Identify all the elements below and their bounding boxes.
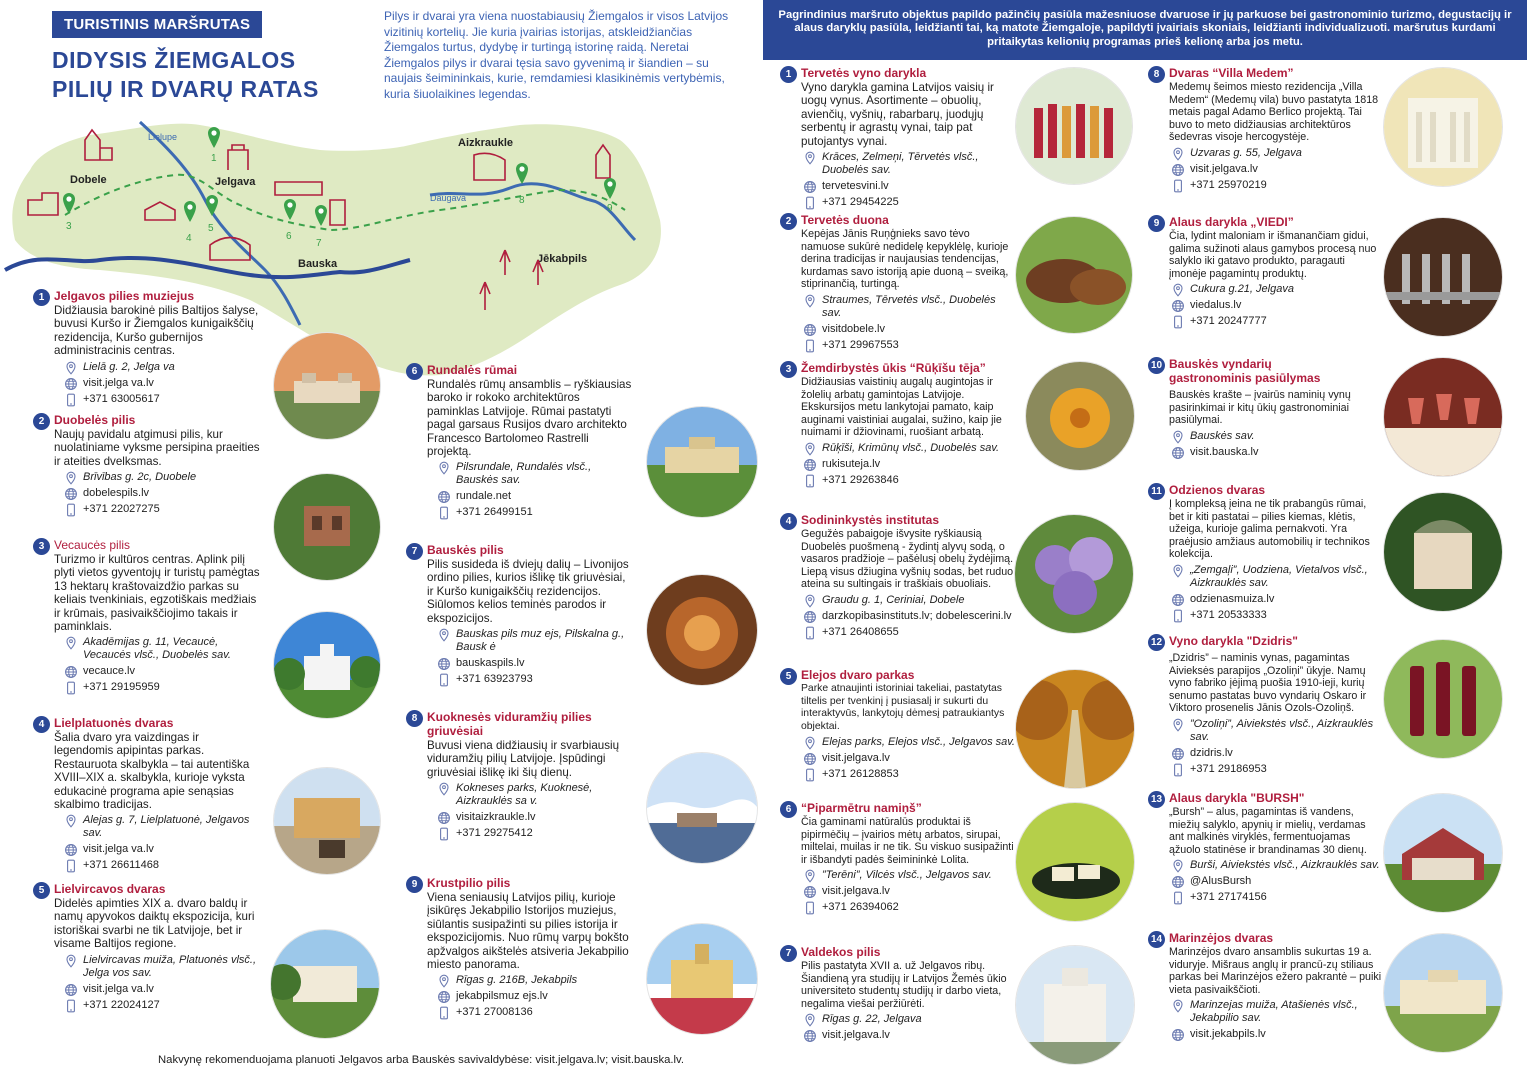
entry-title: “Piparmētru namiņš” [801,801,922,815]
entry-phone[interactable]: +371 22027275 [83,503,160,516]
entry-number: 4 [780,513,797,530]
location-pin-icon [803,594,817,608]
phone-icon [803,339,817,353]
entry-description: Gegužės pabaigoje išvysite ryškiausią Duobelės puošmeną - žydintį alyvų sodą, o vasaros pradžioje – pašėlusį obelų žydėjimą. Liepą visus džiugina vyšnių sodas, bet ruduo ateina su sultingais ir traškiais obuoliais. [801,528,1014,591]
entry-description: Viena seniausių Latvijos pilių, kurioje įsikūręs Jekabpilio Istorijos muziejus, siūlantis susipažinti su pilies istorija ir ekspozicijomis. Nuo rūmų varpų bokšto apžvalgos aikštelės atsiveria Jekabpilio miesto panorama. [427,891,629,972]
castle-photo-1 [274,333,380,439]
entry-title: Elejos dvaro parkas [801,668,915,682]
entry-number: 7 [406,543,423,560]
globe-icon [64,665,78,679]
location-pin-icon [1171,430,1185,444]
location-pin-icon [803,294,817,308]
entry-website-link[interactable]: dzidris.lv [1190,746,1233,759]
location-pin-icon [64,361,78,375]
entry-description: Čia gaminami natūralūs produktai iš pipirmėčių – įvairios mėtų arbatos, sirupai, miltelai, muilas ir ne tik. Su viskuo susipažinti ir išbandyti padės šeimininkė Lolita. [801,816,1014,866]
extra-photo-14 [1384,934,1502,1052]
entry-website-link[interactable]: tervetesvini.lv [822,180,889,193]
entry-website-link[interactable]: visit.jelga va.lv [83,843,154,856]
city-bauska: Bauska [298,258,338,270]
globe-icon [437,657,451,671]
entry-number: 9 [406,876,423,893]
entry-number: 11 [1148,483,1165,500]
entry-description: Pilis pastatyta XVII a. už Jelgavos ribų. Šiandieną yra studijų ir Latvijos Žemės ūkio universiteto studentų studijų ir darbo vieta, negalima viešai peržiūrėti. [801,960,1007,1010]
marker-label-4: 4 [186,233,192,244]
entry-title: Vyno darykla "Dzidris" [1169,634,1298,648]
globe-icon [437,990,451,1004]
entry-number: 5 [780,668,797,685]
globe-icon [803,610,817,624]
entry-title: Tervetės duona [801,213,889,227]
globe-icon [1171,875,1185,889]
entry-title: Jelgavos pilies muziejus [54,289,195,303]
entry-website-link[interactable]: visit.jelgava.lv [1190,162,1258,175]
title-line-2: PILIŲ IR DVARŲ RATAS [52,76,319,102]
extra-photo-1 [1016,68,1132,184]
globe-icon [64,843,78,857]
entry-number: 6 [406,363,423,380]
entry-phone[interactable]: +371 63923793 [456,673,533,686]
phone-icon [437,827,451,841]
extra-photo-10 [1384,358,1502,476]
globe-icon [1171,163,1185,177]
phone-icon [64,999,78,1013]
location-pin-icon [1171,564,1185,578]
globe-icon [64,487,78,501]
entry-title: Dvaras “Villa Medem” [1169,66,1294,80]
entry-address: Pilsrundale, Rundalės vlsč., Bauskės sav. [456,461,592,487]
entry-phone[interactable]: +371 20247777 [1190,315,1267,328]
castle-entry-2 [33,413,261,516]
entry-phone[interactable]: +371 22024127 [83,998,160,1011]
entry-address: Straumes, Tērvetės vlsč., Duobelės sav. [822,293,996,319]
entry-description: Į kompleksą įeina ne tik prabangūs rūmai, bet ir kiti pastatai – pilies kiemas, klėtis, užeiga, kurioje galima pernakvoti. Yra praėjusio amžiaus automobilių ir technikos kolekcija. [1169,498,1370,561]
entry-phone[interactable]: +371 25970219 [1190,178,1267,191]
entry-title: Valdekos pilis [801,945,881,959]
entry-website-link[interactable]: @AlusBursh [1190,875,1252,888]
entry-description: „Dzidris” – naminis vynas, pagamintas Aivieksės parapijos „Ozoliņi” ūkyje. Namų vyno fabriko įėjimą puošia 1910-ieji, kurių senumo pastatas buvo vyndarių Oskaro ir Viktoro prosenelis Jānis Ozols-Ozoliņš. [1169,652,1367,715]
castle-photo-3 [274,612,380,718]
castle-photo-2 [274,474,380,580]
entry-description: Bauskės krašte – įvairūs naminių vynų pasirinkimai ir kitų ūkių gastronominiai pasiūlymai. [1169,389,1351,427]
location-pin-icon [803,869,817,883]
castle-entry-8 [406,710,634,840]
lielupe-label: Lielupe [148,132,178,142]
location-pin-icon [803,736,817,750]
extra-entry-1 [780,66,1012,209]
phone-icon [437,1006,451,1020]
entry-phone[interactable]: +371 29454225 [822,196,899,209]
marker-label-9: 9 [607,203,613,214]
entry-website-link[interactable]: visit.jelgava.lv [822,885,890,898]
marker-label-7: 7 [316,238,322,249]
entry-phone[interactable]: +371 29186953 [1190,762,1267,775]
entry-title: Kuoknesės viduramžių pilies griuvėsiai [427,710,592,738]
entry-title: Krustpilio pilis [427,876,511,890]
entry-address: Uzvaras g. 55, Jelgava [1190,146,1302,159]
entry-description: Šalia dvaro yra vaizdingas ir legendomis apipintas parkas. Restauruota skalbykla – tai autentiška XVIII–XIX a. skalbykla, kurioje vyksta edukacinė programa apie senąsias skalbimo tradicijas. [54,731,250,812]
entry-website-link[interactable]: visit.jekabpils.lv [1190,1028,1266,1041]
location-pin-icon [437,461,451,475]
entry-number: 13 [1148,791,1165,808]
entry-title: Lielvircavos dvaras [54,882,166,896]
entry-description: Medemų šeimos miesto rezidencija „Villa Medem“ (Medemų vila) buvo pastatyta 1818 metais pagal Adamo Berlico projektą. Tai buvo to meto didžiausias architektūros šedevras visoje hercogystėje. [1169,81,1379,144]
entry-number: 7 [780,945,797,962]
city-dobele: Dobele [70,174,107,186]
entry-address: Marinzejas muiža, Atašienės vlsč., Jekabpilio sav. [1190,999,1358,1025]
city-aizkraukle: Aizkraukle [458,137,514,149]
entry-address: Brīvības g. 2c, Duobele [83,471,197,484]
top-banner: Pagrindinius maršruto objektus papildo pažinčių pasiūla mažesniuose dvaruose ir jų parkuose bei gastronominio turizmo, degustacijų ir alaus daryklų pasiūla, leidžianti tai, ką matote Žiemgaloje, papildyti įvairiais skoniais, leidžianti individualizuoti. maršrutus kurdami pritaikytas kelionių programas prieš kelionę arba jos metu. [763,0,1527,60]
location-pin-icon [1171,147,1185,161]
entry-number: 1 [33,289,50,306]
location-pin-icon [803,442,817,456]
entry-address: Elejas parks, Elejos vlsč., Jelgavos sav. [822,736,1015,749]
castle-entry-5 [33,882,261,1012]
entry-website-link[interactable]: visit.jelga va.lv [83,376,154,389]
location-pin-icon [803,1013,817,1027]
extra-entry-10 [1148,357,1382,459]
phone-icon [803,196,817,210]
entry-description: Vyno darykla gamina Latvijos vaisių ir uogų vynus. Asortimente – obuolių, avienčių, vyšnių, rabarbarų, juodųjų serbentų ir agrastų vynai, taip pat putojantys vynai. [801,81,994,148]
entry-address: Burši, Aiviekstės vlsč., Aizkrauklės sav. [1190,859,1380,872]
entry-title: Alaus darykla "BURSH" [1169,791,1305,805]
entry-address: Akadēmijas g. 11, Vecaucė, Vecaucės vlsč., Duobelės sav. [83,636,231,662]
entry-address: Rūķīši, Krimūnų vlsč., Duobelės sav. [822,441,1000,454]
entry-description: Buvusi viena didžiausių ir svarbiausių viduramžių pilių Latvijoje. Įspūdingi griuvėsiai išlikę iki šių dienų. [427,739,620,779]
extra-entry-7 [780,945,1016,1042]
castle-entry-4 [33,716,261,872]
castle-photo-5 [271,930,379,1038]
entry-title: Rundalės rūmai [427,363,518,377]
entry-title: Marinzėjos dvaras [1169,931,1274,945]
entry-description: Rundalės rūmų ansamblis – ryškiausias baroko ir rokoko architektūros paminklas Latvijoje. Rūmai pastatyti pagal garsaus Rusijos dvaro architekto Francesco Bartolomeo Rastrelli projektą. [427,378,632,459]
marker-label-6: 6 [286,231,292,242]
castle-entry-6 [406,363,634,519]
castle-photo-8 [647,753,757,863]
entry-description: Turizmo ir kultūros centras. Aplink pilį plyti vietos gyventojų ir turistų pamėgtas 13 hektarų kraštovaizdžio parkas su keliais tvenkiniais, egzotiškais medžiais ir krūmais, pasivaikščiojimo takais ir paminklais. [54,553,260,634]
entry-website-link[interactable]: viedalus.lv [1190,299,1242,312]
extra-photo-7 [1016,946,1134,1064]
entry-address: Graudu g. 1, Ceriniai, Dobele [822,593,965,606]
entry-number: 8 [1148,66,1165,83]
entry-address: Kokneses parks, Kuoknesė, Aizkrauklės sa v. [456,782,593,808]
location-pin-icon [437,628,451,642]
location-pin-icon [64,814,78,828]
phone-icon [1171,763,1185,777]
entry-phone[interactable]: +371 26499151 [456,506,533,519]
extra-photo-3 [1026,362,1134,470]
entry-number: 10 [1148,357,1165,374]
entry-address: Bauskas pils muz ejs, Pilskalna g., Bausk ė [456,628,625,654]
entry-description: Naujų pavidalu atgimusi pilis, kur nuolatiniame vyksme persipina praeities ir ateities dvelksmas. [54,428,260,468]
castle-photo-9 [647,924,757,1034]
entry-number: 3 [780,361,797,378]
globe-icon [803,752,817,766]
entry-description: Didelės apimties XIX a. dvaro baldų ir namų apyvokos daiktų ekspozicija, kuri istoriškai svarbi ne tik Latvijoje, bet ir visame Baltijos regione. [54,897,255,951]
phone-icon [64,393,78,407]
entry-number: 2 [33,413,50,430]
globe-icon [803,885,817,899]
extra-photo-2 [1016,217,1132,333]
entry-website-link[interactable]: visit.bauska.lv [1190,445,1259,458]
phone-icon [437,673,451,687]
entry-title: Odzienos dvaras [1169,483,1266,497]
entry-address: Alejas g. 7, Lielplatuonė, Jelgavos sav. [83,814,250,840]
location-pin-icon [1171,718,1185,732]
extra-entry-6 [780,801,1016,914]
entry-number: 5 [33,882,50,899]
phone-icon [64,681,78,695]
entry-description: Čia, lydint maloniam ir išmanančiam gidui, galima sužinoti alaus gamybos procesą nuo salyklo iki gatavo produkto, paragauti įmonėje pagamintų produktų. [1169,230,1377,280]
entry-description: Pilis susideda iš dviejų dalių – Livonijos ordino pilies, kurios išlikę tik griuvėsiai, ir Kuršo kunigaikščių rezidencijos. Siūlomos kelios teminės parodos ir ekspozicijos. [427,558,629,625]
entry-website-link[interactable]: visit.jelgava.lv [822,752,890,765]
entry-website-link[interactable]: jekabpilsmuz ejs.lv [456,990,548,1003]
entry-number: 12 [1148,634,1165,651]
extra-entry-4 [780,513,1016,639]
location-pin-icon [437,974,451,988]
entry-address: Lielā g. 2, Jelga va [83,360,175,373]
marker-label-5: 5 [208,223,214,234]
entry-website-link[interactable]: darzkopibasinstituts.lv; dobelescerini.lv [822,609,1012,622]
location-pin-icon [64,636,78,650]
city-jelgava: Jelgava [215,176,256,188]
entry-phone[interactable]: +371 26408655 [822,625,899,638]
entry-number: 2 [780,213,797,230]
extra-entry-5 [780,668,1016,781]
phone-icon [1171,609,1185,623]
entry-phone[interactable]: +371 27174156 [1190,891,1267,904]
globe-icon [1171,299,1185,313]
entry-description: „Bursh” – alus, pagamintas iš vandens, miežių salyklo, apynių ir mielių, verdamas ant malkinės viryklės, fermentuojamas ąžuolo statinėse ir brandinamas 30 dienų. [1169,806,1367,856]
entry-description: Didžiausia barokinė pilis Baltijos šalyse, buvusi Kuršo ir Žiemgalos kunigaikščių rezidencija, Kuršo gubernijos administracinis centras. [54,304,259,358]
phone-icon [803,474,817,488]
entry-number: 3 [33,538,50,555]
extra-entry-12 [1148,634,1382,776]
extra-photo-5 [1016,670,1134,788]
extra-photo-8 [1384,68,1502,186]
castle-entry-3 [33,538,261,694]
intro-text: Pilys ir dvarai yra viena nuostabiausių Žiemgalos ir visos Latvijos vizitinių kortelių. Jie kuria įvairias istorijas, atskleidžiančias Žiemgalos turtus, dydybę ir turtingą istorinę raidą. Neretai Žiemgalos pilys ir dvarai tęsia savo gyvenimą ir šiandien – su naujais šeimininkais, kurie, remdamiesi klasikinėmis vertybėmis, kuria šiuolaikines legendas. [384,9,729,101]
extra-entry-2 [780,213,1012,352]
title-line-1: DIDYSIS ŽIEMGALOS [52,47,296,73]
entry-address: „Zemgaļi”, Uodziena, Vietalvos vlsč., Aizkrauklės sav. [1190,563,1368,589]
entry-number: 14 [1148,931,1165,948]
globe-icon [1171,593,1185,607]
extra-entry-8 [1148,66,1382,192]
entry-title: Tervetės vyno darykla [801,66,927,80]
globe-icon [803,180,817,194]
location-pin-icon [1171,859,1185,873]
phone-icon [64,503,78,517]
entry-description: Parke atnaujinti istoriniai takeliai, pastatytas tiltelis per tvenkinį į pusiasalį ir sukurti du interaktyvūs, lankytojų dėmesį patraukiantys objektai. [801,683,1005,732]
entry-website-link[interactable]: rukisuteja.lv [822,457,881,470]
entry-address: Bauskės sav. [1190,429,1255,442]
extra-entry-9 [1148,215,1382,328]
phone-icon [1171,315,1185,329]
route-tag: TURISTINIS MARŠRUTAS [52,11,262,38]
entry-number: 4 [33,716,50,733]
castle-photo-7 [647,575,757,685]
phone-icon [1171,179,1185,193]
phone-icon [803,626,817,640]
extra-photo-9 [1384,218,1502,336]
entry-website-link[interactable]: visitdobele.lv [822,322,885,335]
location-pin-icon [64,471,78,485]
entry-website-link[interactable]: rundale.net [456,490,512,503]
entry-address: Rīgas g. 216B, Jekabpils [456,974,578,987]
entry-title: Alaus darykla „VIEDI” [1169,215,1294,229]
entry-title: Duobelės pilis [54,413,136,427]
entry-title: Bauskės vyndarių gastronominis pasiūlymas [1169,357,1321,385]
daugava-label: Daugava [430,193,467,203]
globe-icon [803,458,817,472]
extra-entry-13 [1148,791,1382,904]
globe-icon [64,377,78,391]
castle-photo-4 [274,768,380,874]
entry-description: Didžiausias vaistinių augalų augintojas ir žolelių arbatų gamintojas Latvijoje. Ekskursijos metu lankytojai pamato, kaip auginami vaistiniai augalai, sužino, kaip jie nuimami ir džiovinami, ruošiant arbatą. [801,376,1002,439]
phone-icon [803,768,817,782]
extra-photo-6 [1016,803,1134,921]
entry-address: ”Terēni”, Vilcės vlsč., Jelgavos sav. [822,869,992,882]
location-pin-icon [1171,283,1185,297]
entry-phone[interactable]: +371 29275412 [456,827,533,840]
entry-website-link[interactable]: bauskaspils.lv [456,657,525,670]
location-pin-icon [1171,999,1185,1013]
entry-title: Lielplatuonės dvaras [54,716,174,730]
entry-phone[interactable]: +371 20533333 [1190,608,1267,621]
entry-address: Cukura g.21, Jelgava [1190,283,1294,296]
entry-phone[interactable]: +371 29967553 [822,338,899,351]
entry-title: Sodininkystės institutas [801,513,940,527]
location-pin-icon [64,954,78,968]
entry-website-link[interactable]: vecauce.lv [83,665,135,678]
city-jekabpils: Jēkabpils [537,253,588,265]
entry-address: ”Ozoliņi”, Aiviekstės vlsč., Aizkrauklės sav. [1190,717,1374,743]
globe-icon [1171,446,1185,460]
entry-phone[interactable]: +371 63005617 [83,392,160,405]
extra-photo-4 [1015,515,1133,633]
entry-phone[interactable]: +371 29195959 [83,681,160,694]
entry-description: Marinzėjos dvaro ansamblis sukurtas 19 a. viduryje. Mišraus anglų ir prancū-zų stiliaus parkas bei Marinzėjos ežero pakrantė – puiki vieta pasivaikščioti. [1169,946,1382,996]
castle-entry-9 [406,876,634,1019]
entry-number: 9 [1148,215,1165,232]
castle-photo-6 [647,407,757,517]
entry-website-link[interactable]: visitaizkraukle.lv [456,811,536,824]
entry-website-link[interactable]: visit.jelga va.lv [83,982,154,995]
marker-label-1: 1 [211,153,217,164]
location-pin-icon [803,151,817,165]
entry-title: Bauskės pilis [427,543,504,557]
phone-icon [1171,891,1185,905]
entry-website-link[interactable]: visit.jelgava.lv [822,1029,890,1042]
entry-number: 6 [780,801,797,818]
entry-website-link[interactable]: dobelespils.lv [83,487,150,500]
extra-photo-12 [1384,640,1502,758]
globe-icon [64,983,78,997]
entry-title: Žemdirbystės ūkis “Rūķīšu tēja” [801,361,986,375]
extra-entry-11 [1148,483,1382,622]
extra-photo-11 [1384,493,1502,611]
castle-entry-1 [33,289,261,406]
entry-address: Krāces, Zelmeņi, Tērvetės vlsč., Duobelės sav. [822,151,979,177]
entry-phone[interactable]: +371 27008136 [456,1006,533,1019]
globe-icon [1171,747,1185,761]
entry-phone[interactable]: +371 29263846 [822,473,899,486]
marker-label-8: 8 [519,195,525,206]
footer-note: Nakvynę rekomenduojama planuoti Jelgavos arba Bauskės savivaldybėse: visit.jelgava.lv; visit.bauska.lv. [158,1054,684,1066]
castle-entry-7 [406,543,634,686]
entry-address: Rīgas g. 22, Jelgava [822,1013,922,1026]
extra-entry-3 [780,361,1016,487]
entry-phone[interactable]: +371 26394062 [822,901,899,914]
phone-icon [437,506,451,520]
globe-icon [803,323,817,337]
extra-photo-13 [1384,794,1502,912]
entry-address: Lielvircavas muiža, Platuonės vlsč., Jelga vos sav. [83,953,257,979]
globe-icon [1171,1028,1185,1042]
entry-phone[interactable]: +371 26611468 [83,859,159,872]
entry-number: 1 [780,66,797,83]
location-pin-icon [437,782,451,796]
phone-icon [803,901,817,915]
globe-icon [437,811,451,825]
marker-label-3: 3 [66,221,72,232]
entry-phone[interactable]: +371 26128853 [822,768,899,781]
entry-description: Kepėjas Jānis Ruņģnieks savo tėvo namuose sukūrė nedidelę kepyklėlę, kurioje derina tradicijas ir naujausias tendencijas, kurdamas savo istoriją apie duoną – sveiką, stiprinančią, turtingą. [801,228,1009,291]
page-title [52,46,382,104]
entry-website-link[interactable]: odzienasmuiza.lv [1190,592,1275,605]
extra-entry-14 [1148,931,1382,1041]
phone-icon [64,859,78,873]
globe-icon [437,490,451,504]
entry-number: 8 [406,710,423,727]
globe-icon [803,1029,817,1043]
entry-title: Vecaucės pilis [54,538,131,552]
